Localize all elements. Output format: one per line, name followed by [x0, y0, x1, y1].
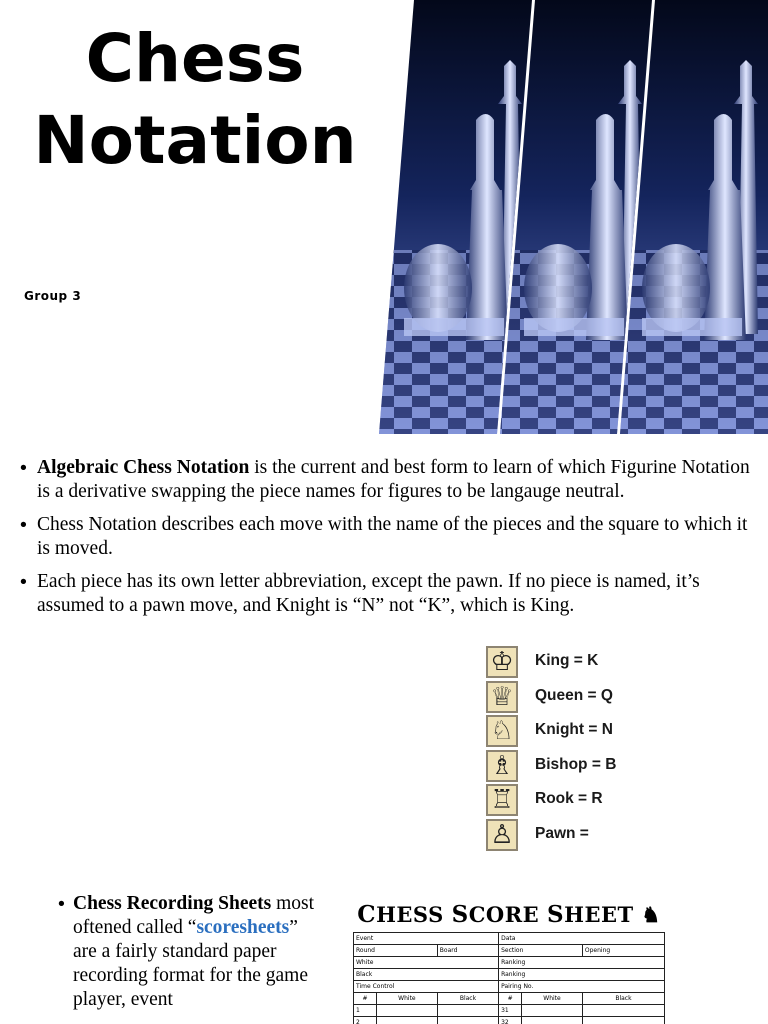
chess-pieces-image: [376, 0, 768, 434]
move-cell: [377, 1017, 438, 1024]
move-cell: [582, 1005, 664, 1017]
board-cell: Board: [437, 945, 498, 957]
move-cell: [582, 1017, 664, 1024]
title-line-1: Chess: [85, 20, 305, 97]
move-cell: [437, 1005, 498, 1017]
piece-label-queen: Queen = Q: [535, 686, 613, 704]
piece-label-knight: Knight = N: [535, 721, 613, 739]
black-cell: Black: [354, 969, 499, 981]
opening-cell: Opening: [582, 945, 664, 957]
time-control-cell: Time Control: [354, 981, 499, 993]
col-num-2: #: [499, 993, 522, 1005]
piece-row-rook: [486, 783, 686, 818]
title-hess: HESS: [376, 902, 452, 927]
bishop-icon: ♗: [486, 750, 518, 782]
bullet-algebraic: [18, 456, 753, 504]
piece-row-pawn: [486, 818, 686, 853]
recording-sheets-bullet: [56, 892, 321, 1012]
recording-text: [56, 892, 321, 1012]
queen-icon: ♕: [486, 681, 518, 713]
piece-row-queen: [486, 680, 686, 715]
col-white: White: [377, 993, 438, 1005]
pawn-icon: ♙: [486, 819, 518, 851]
piece-row-knight: [486, 714, 686, 749]
algebraic-text: is the current and best form to learn of which Figurine Notation is a derivative swapping the piece names for figures to be langauge neutral.: [37, 457, 750, 502]
move-num: 2: [354, 1017, 377, 1024]
col-black: Black: [437, 993, 498, 1005]
notation-bullets: [18, 456, 753, 627]
piece-row-king: [486, 645, 686, 680]
recording-term: Chess Recording Sheets: [73, 893, 272, 914]
piece-legend: [486, 645, 686, 853]
move-num: 31: [499, 1005, 522, 1017]
title-core: CORE: [468, 902, 547, 927]
round-cell: Round: [354, 945, 438, 957]
scoresheets-link[interactable]: scoresheets: [196, 917, 290, 938]
col-num: #: [354, 993, 377, 1005]
move-cell: [377, 1005, 438, 1017]
move-num: 32: [499, 1017, 522, 1024]
page-title: [0, 18, 390, 182]
col-white-2: White: [522, 993, 583, 1005]
section-cell: Section: [499, 945, 583, 957]
ranking-cell-2: Ranking: [499, 969, 665, 981]
move-num: 1: [354, 1005, 377, 1017]
bullet-describes: • Chess Notation describes each move with the name of the pieces and the square to which it is moved.: [18, 513, 753, 561]
group-label: Group 3: [24, 289, 82, 303]
event-cell: Event: [354, 933, 499, 945]
move-cell: [437, 1017, 498, 1024]
piece-label-king: King = K: [535, 652, 599, 669]
title-s2: S: [547, 901, 565, 928]
knight-icon: ♞: [641, 902, 661, 927]
piece-row-bishop: [486, 749, 686, 784]
title-heet: HEET: [564, 902, 634, 927]
piece-label-rook: Rook = R: [535, 790, 603, 808]
score-sheet-table: [353, 932, 665, 1024]
col-black-2: Black: [582, 993, 664, 1005]
king-icon: ♔: [486, 646, 518, 678]
title-line-2: Notation: [33, 102, 357, 179]
algebraic-term: Algebraic Chess Notation: [37, 457, 250, 478]
knight-icon: ♘: [486, 715, 518, 747]
title-s1: S: [451, 901, 469, 928]
piece-label-bishop: Bishop = B: [535, 755, 617, 773]
pairing-cell: Pairing No.: [499, 981, 665, 993]
bullet-abbreviations: • Each piece has its own letter abbreviation, except the pawn. If no piece is named, it’s assumed to a pawn move, and Knight is “N” not “K”, which is King.: [18, 570, 753, 618]
date-cell: Data: [499, 933, 665, 945]
rook-icon: ♖: [486, 784, 518, 816]
move-cell: [522, 1005, 583, 1017]
move-cell: [522, 1017, 583, 1024]
score-sheet-image: [352, 898, 666, 1024]
score-sheet-title: [352, 898, 666, 932]
white-cell: White: [354, 957, 499, 969]
piece-label-pawn: Pawn =: [535, 824, 589, 842]
ranking-cell-1: Ranking: [499, 957, 665, 969]
recording-mid-2: ” are a fairly standard paper recording format for the game player, event: [73, 917, 308, 1010]
recording-mid-1: most oftened called “: [73, 893, 315, 938]
bullet-dot: •: [58, 893, 65, 915]
title-c: C: [357, 901, 377, 928]
